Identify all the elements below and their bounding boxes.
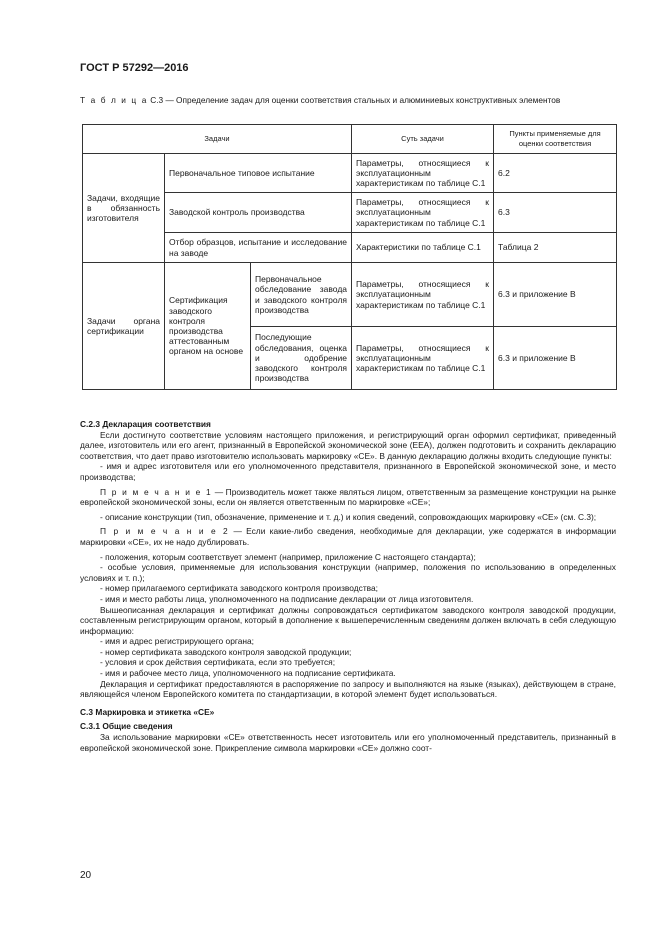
- paragraph: За использование маркировки «СЕ» ответственность несет изготовитель или его уполномоченный представитель, признанный в европейской экономической зоне. Прикрепление символа маркировки «СЕ» должно соот-: [80, 732, 616, 753]
- group-manufacturer-cell: Задачи, входящие в обязанность изготовителя: [83, 154, 165, 263]
- list-item: - имя и адрес регистрирующего органа;: [100, 636, 254, 647]
- list-item: - описание конструкции (тип, обозначение, применение и т. д.) и копия сведений, сопровождающих маркировку «СЕ» (см. С.3);: [100, 511, 597, 522]
- task-cell: Заводской контроль производства: [165, 193, 352, 233]
- essence-cell: Характеристики по таблице С.1: [352, 233, 494, 263]
- task-cell: Первоначальное типовое испытание: [165, 154, 352, 193]
- point-cell: Таблица 2: [494, 233, 617, 263]
- note-1: [80, 487, 616, 508]
- list-item: - номер сертификата заводского контроля заводской продукции;: [100, 646, 352, 657]
- point-cell: 6.3 и приложение В: [494, 327, 617, 390]
- certification-cell: Сертификация заводского контроля производства аттестованным органом на основе: [165, 263, 251, 390]
- section-heading-c31: С.3.1 Общие сведения: [80, 721, 173, 732]
- task-cell: Первоначальное обследование завода и заводского контроля производства: [251, 263, 352, 327]
- table-caption-text: С.3 — Определение задач для оценки соответствия стальных и алюминиевых конструктивных элементов: [150, 95, 561, 105]
- point-cell: 6.3 и приложение В: [494, 263, 617, 327]
- essence-cell: Параметры, относящиеся к эксплуатационным характеристикам по таблице С.1: [352, 154, 494, 193]
- essence-cell: Параметры, относящиеся к эксплуатационным характеристикам по таблице С.1: [352, 193, 494, 233]
- section-heading-c23: С.2.3 Декларация соответствия: [80, 419, 211, 429]
- essence-cell: Параметры, относящиеся к эксплуатационным характеристикам по таблице С.1: [352, 327, 494, 390]
- col-points-header: Пункты применяемые для оценки соответствия: [494, 125, 617, 154]
- document-title: ГОСТ Р 57292—2016: [80, 62, 189, 74]
- table-caption: [80, 95, 620, 106]
- list-item: - имя и рабочее место лица, уполномоченного на подписание сертификата.: [100, 668, 396, 679]
- list-item: - особые условия, применяемые для использования конструкции (например, положения по использованию в определенных условиях и т. п.);: [80, 562, 616, 583]
- col-tasks-header: Задачи: [83, 125, 352, 154]
- point-cell: 6.2: [494, 154, 617, 193]
- page-number: 20: [80, 870, 92, 881]
- list-item: - условия и срок действия сертификата, если это требуется;: [100, 657, 336, 668]
- document-body: [80, 419, 616, 753]
- essence-cell: Параметры, относящиеся к эксплуатационным характеристикам по таблице С.1: [352, 263, 494, 327]
- table-row: [83, 154, 617, 193]
- task-cell: Отбор образцов, испытание и исследование на заводе: [165, 233, 352, 263]
- note-text: — Производитель может также являться лицом, ответственным за размещение конструкции на рынке европейской экономической зоны, если он является ответственным по маркировке «СЕ»;: [80, 486, 616, 508]
- assessment-tasks-table: [82, 124, 617, 390]
- table-caption-prefix: Т а б л и ц а: [80, 95, 148, 105]
- list-item: - имя и адрес изготовителя или его уполномоченного представителя, признанного в Европейской экономической зоне, и место производства;: [80, 461, 616, 482]
- paragraph: Если достигнуто соответствие условиям настоящего приложения, и регистрирующий орган оформил сертификат, приведенный далее, изготовитель или его агент, признанный в Европейской экономической зоне (ЕЕА), должен подготовить и сохранить декларацию соответствия, что дает право изготовителю использовать маркировку «СЕ». В данную декларацию должны входить следующие пункты:: [80, 429, 616, 461]
- task-cell: Последующие обследования, оценка и одобрение заводского контроля производства: [251, 327, 352, 390]
- note-2: [80, 526, 616, 547]
- paragraph: Вышеописанная декларация и сертификат должны сопровождаться сертификатом заводского контроля заводской продукции, составленным регистрирующим органом, который в дополнение к вышеперечисленным сведениям должен включать в себя следующую информацию:: [80, 604, 616, 636]
- note-label: П р и м е ч а н и е 2: [100, 526, 230, 537]
- col-essence-header: Суть задачи: [352, 125, 494, 154]
- table-row: [83, 263, 617, 327]
- list-item: - положения, которым соответствует элемент (например, приложение С настоящего стандарта);: [100, 551, 476, 562]
- list-item: - имя и место работы лица, уполномоченного на подписание декларации от лица изготовителя.: [100, 593, 474, 604]
- section-heading-c3: С.3 Маркировка и этикетка «СЕ»: [80, 706, 215, 717]
- table-header-row: [83, 125, 617, 154]
- paragraph: Декларация и сертификат предоставляются в распоряжение по запросу и выполняются на языке (языках), действующем в стране, являющейся членом Европейского комитета по стандартизации, в которой элемент будет использоваться.: [80, 678, 616, 700]
- note-text: — Если какие-либо сведения, необходимые для декларации, уже содержатся в информации маркировки «СЕ», их не надо дублировать.: [80, 526, 616, 547]
- point-cell: 6.3: [494, 193, 617, 233]
- list-item: - номер прилагаемого сертификата заводского контроля производства;: [100, 583, 378, 594]
- group-certification-cell: Задачи органа сертификации: [83, 263, 165, 390]
- note-label: П р и м е ч а н и е 1: [100, 486, 213, 497]
